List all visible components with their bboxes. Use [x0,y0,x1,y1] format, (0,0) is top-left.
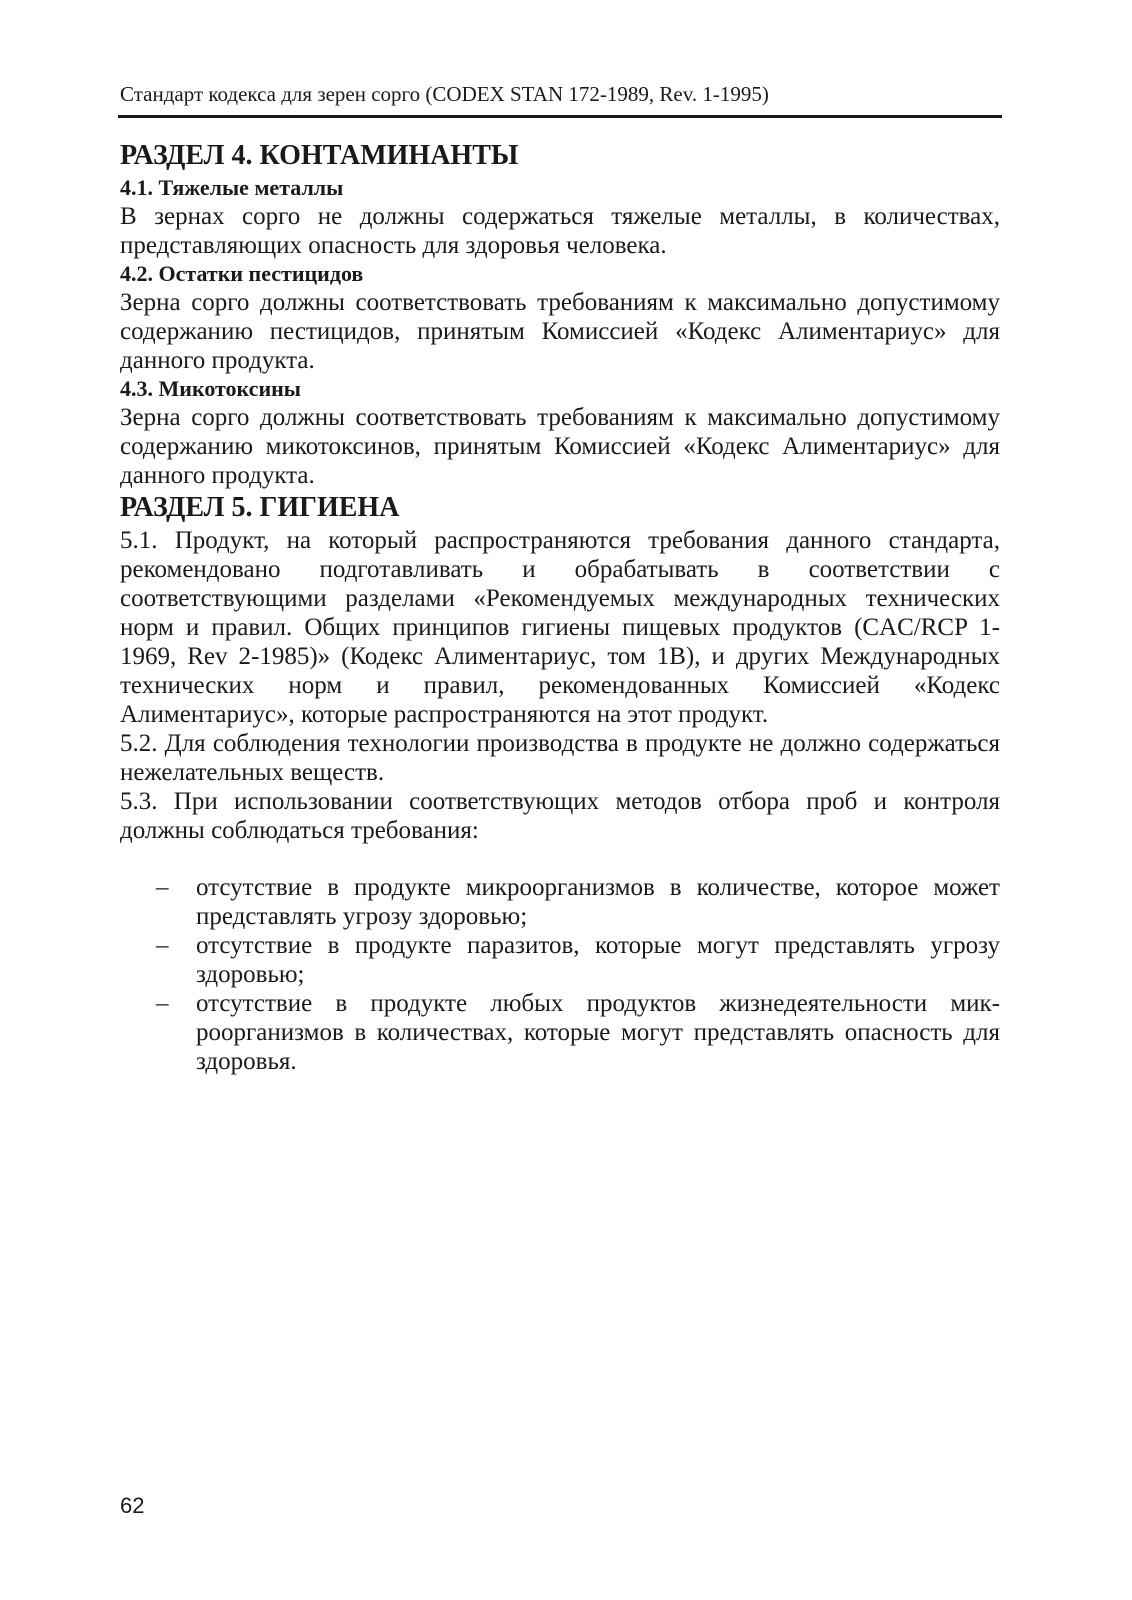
dash-bullet: – [156,874,169,901]
paragraph-5-1: 5.1. Продукт, на который распространяются требования данного стандарта, рекомендовано подготавливать и обрабатывать в соответствии с соответствующими разделами «Рекомендуемых международных технических норм и правил. Общих принципов гигиены пищевых продуктов (CAC/RCP 1-1969, Rev 2-1985)» (Кодекс Алиментариус, том 1В), и других Международных технических норм и правил, рекомендованных Комиссией «Кодекс Алиментариус», которые распространяются на этот продукт. [120,527,1000,728]
subsection-4-3-text: Зерна сорго должны соответствовать требованиям к максимально допустимому содержанию микотоксинов, принятым Комиссией «Кодекс Алиментариус» для данного продукта. [120,404,1000,489]
subsection-4-1-title: 4.1. Тяжелые металлы [120,175,344,200]
subsection-4-3-title: 4.3. Микотоксины [120,376,301,401]
header-rule [118,115,1002,118]
list-item [120,873,1000,931]
section-5-title: РАЗДЕЛ 5. ГИГИЕНА [120,492,400,523]
subsection-4-2-title: 4.2. Остатки пестицидов [120,261,364,286]
page-content [120,138,1000,1076]
page-number: 62 [120,1493,145,1518]
running-head: Стандарт кодекса для зерен сорго (CODEX STAN 172-1989, Rev. 1-1995) [120,82,769,106]
dash-bullet: – [156,932,169,959]
dash-bullet: – [156,990,169,1017]
list-item-text: отсутствие в продукте любых продуктов жизнедеятельности микроорганизмов в количествах, которые могут представлять опасность для здоровья. [196,990,1000,1075]
list-item [120,989,1000,1076]
subsection-4-1-text: В зернах сорго не должны содержаться тяжелые металлы, в количествах, представляющих опасность для здоровья человека. [120,203,1000,259]
list-item-text: отсутствие в продукте паразитов, которые могут представлять угрозу здоровью; [196,932,1000,988]
list-item-text: отсутствие в продукте микроорганизмов в количестве, которое может представлять угрозу здоровью; [196,874,1000,930]
list-item [120,931,1000,989]
requirements-list [120,873,1000,1076]
paragraph-5-3: 5.3. При использовании соответствующих методов отбора проб и контроля должны соблюдаться требования: [120,788,1000,844]
section-4-title: РАЗДЕЛ 4. КОНТАМИНАНТЫ [120,140,519,171]
subsection-4-2-text: Зерна сорго должны соответствовать требованиям к максимально допустимому содержанию пестицидов, принятым Комиссией «Кодекс Алиментариус» для данного продукта. [120,289,1000,374]
paragraph-5-2: 5.2. Для соблюдения технологии производства в продукте не должно содержаться нежелательных веществ. [120,730,1000,786]
